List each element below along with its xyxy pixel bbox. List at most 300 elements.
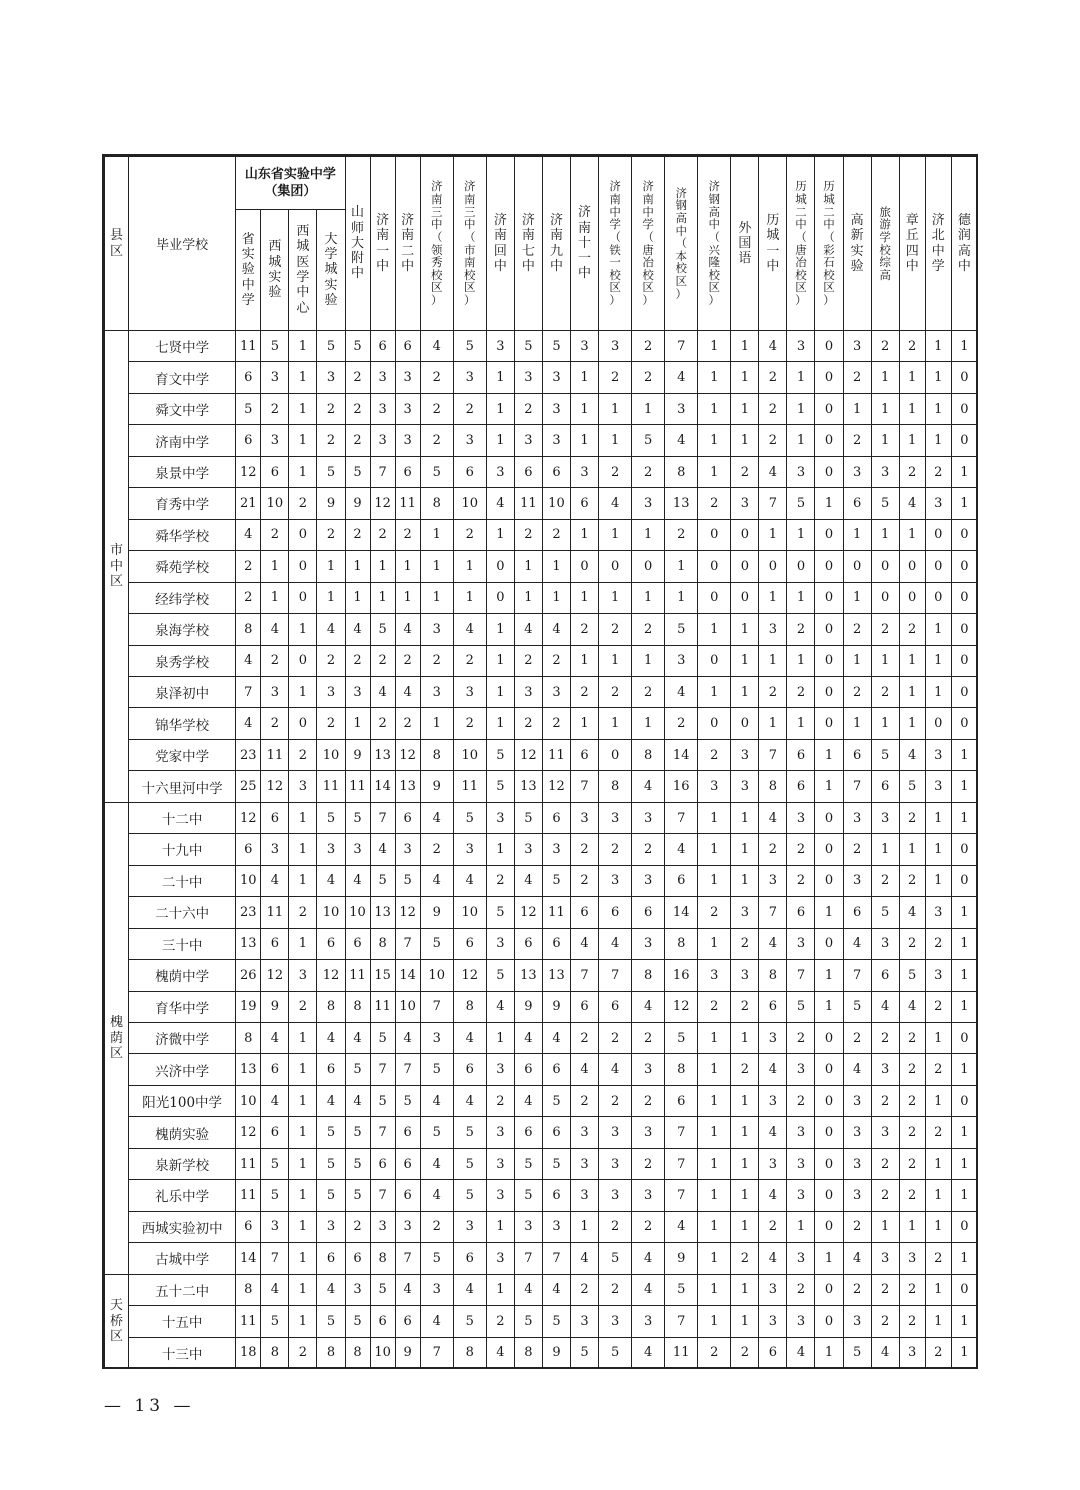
- quota-cell: 6: [570, 739, 598, 770]
- quota-cell: 2: [899, 1054, 925, 1085]
- quota-cell: 1: [925, 645, 951, 676]
- quota-cell: 0: [289, 519, 317, 550]
- quota-cell: 1: [570, 519, 598, 550]
- quota-cell: 2: [632, 1085, 665, 1116]
- quota-cell: 2: [345, 1211, 370, 1242]
- quota-cell: 13: [236, 1054, 261, 1085]
- school-name-cell: 党家中学: [129, 739, 236, 770]
- quota-cell: 2: [420, 393, 453, 424]
- quota-cell: 1: [289, 865, 317, 896]
- quota-cell: 2: [599, 456, 632, 487]
- quota-cell: 3: [420, 614, 453, 645]
- quota-cell: 3: [370, 393, 395, 424]
- quota-cell: 3: [759, 614, 787, 645]
- quota-cell: 2: [317, 645, 345, 676]
- table-row: [105, 928, 978, 959]
- quota-cell: 2: [289, 488, 317, 519]
- quota-cell: 2: [787, 1085, 815, 1116]
- quota-cell: 4: [395, 1274, 420, 1305]
- quota-cell: 4: [514, 614, 542, 645]
- quota-cell: 2: [345, 425, 370, 456]
- quota-cell: 3: [731, 960, 759, 991]
- quota-cell: 4: [759, 802, 787, 833]
- quota-cell: 12: [261, 960, 289, 991]
- quota-cell: 7: [665, 1180, 698, 1211]
- school-name-cell: 礼乐中学: [129, 1180, 236, 1211]
- quota-cell: 5: [420, 1117, 453, 1148]
- quota-cell: 2: [599, 1022, 632, 1053]
- quota-cell: 5: [345, 456, 370, 487]
- quota-cell: 2: [871, 1306, 899, 1337]
- quota-cell: 2: [599, 1085, 632, 1116]
- quota-cell: 2: [632, 331, 665, 362]
- quota-cell: 2: [420, 1211, 453, 1242]
- quota-cell: 3: [787, 456, 815, 487]
- quota-cell: 2: [731, 1243, 759, 1274]
- quota-cell: 3: [599, 331, 632, 362]
- quota-cell: 1: [759, 645, 787, 676]
- quota-cell: 0: [815, 1085, 843, 1116]
- quota-cell: 4: [345, 865, 370, 896]
- quota-cell: 4: [395, 676, 420, 707]
- quota-cell: 3: [345, 834, 370, 865]
- quota-cell: 4: [395, 614, 420, 645]
- quota-cell: 1: [570, 362, 598, 393]
- quota-cell: 1: [486, 645, 514, 676]
- quota-cell: 3: [731, 488, 759, 519]
- quota-cell: 5: [317, 802, 345, 833]
- quota-cell: 0: [871, 582, 899, 613]
- quota-cell: 7: [370, 1180, 395, 1211]
- quota-cell: 0: [951, 393, 977, 424]
- quota-cell: 4: [759, 456, 787, 487]
- quota-cell: 11: [317, 771, 345, 802]
- quota-cell: 1: [599, 645, 632, 676]
- quota-cell: 1: [486, 393, 514, 424]
- quota-cell: 1: [289, 456, 317, 487]
- quota-cell: 3: [759, 1085, 787, 1116]
- quota-cell: 5: [317, 1180, 345, 1211]
- quota-cell: 5: [843, 991, 871, 1022]
- quota-cell: 2: [570, 614, 598, 645]
- quota-cell: 7: [236, 676, 261, 707]
- quota-cell: 1: [925, 1306, 951, 1337]
- quota-cell: 0: [815, 1022, 843, 1053]
- quota-cell: 4: [570, 928, 598, 959]
- quota-cell: 7: [395, 1054, 420, 1085]
- school-name-cell: 泉新学校: [129, 1148, 236, 1179]
- quota-cell: 10: [542, 488, 570, 519]
- quota-cell: 7: [370, 1117, 395, 1148]
- quota-cell: 6: [345, 928, 370, 959]
- quota-cell: 4: [370, 676, 395, 707]
- quota-cell: 12: [236, 456, 261, 487]
- quota-cell: 0: [815, 331, 843, 362]
- quota-cell: 5: [345, 1054, 370, 1085]
- school-name-cell: 舜文中学: [129, 393, 236, 424]
- quota-cell: 3: [486, 1148, 514, 1179]
- quota-cell: 6: [843, 739, 871, 770]
- quota-cell: 3: [787, 1180, 815, 1211]
- quota-cell: 1: [698, 614, 731, 645]
- quota-cell: 4: [599, 1054, 632, 1085]
- quota-cell: 7: [759, 739, 787, 770]
- table-row: [105, 1022, 978, 1053]
- quota-cell: 2: [514, 393, 542, 424]
- quota-cell: 1: [289, 834, 317, 865]
- quota-cell: 5: [317, 331, 345, 362]
- quota-cell: 8: [370, 1243, 395, 1274]
- quota-cell: 12: [236, 802, 261, 833]
- quota-cell: 4: [843, 1054, 871, 1085]
- quota-cell: 0: [698, 551, 731, 582]
- quota-cell: 1: [925, 393, 951, 424]
- quota-cell: 3: [925, 488, 951, 519]
- quota-cell: 7: [395, 1243, 420, 1274]
- quota-cell: 9: [261, 991, 289, 1022]
- school-name-cell: 西城实验初中: [129, 1211, 236, 1242]
- quota-cell: 5: [370, 1085, 395, 1116]
- quota-cell: 0: [815, 393, 843, 424]
- quota-cell: 0: [951, 1274, 977, 1305]
- quota-cell: 6: [514, 1117, 542, 1148]
- quota-cell: 8: [236, 1274, 261, 1305]
- quota-cell: 2: [787, 614, 815, 645]
- quota-cell: 0: [871, 551, 899, 582]
- header-school: 毕业学校: [129, 157, 236, 331]
- quota-cell: 0: [731, 519, 759, 550]
- quota-cell: 2: [289, 991, 317, 1022]
- quota-cell: 1: [698, 393, 731, 424]
- school-name-cell: 槐荫中学: [129, 960, 236, 991]
- quota-cell: 11: [370, 991, 395, 1022]
- quota-cell: 2: [925, 991, 951, 1022]
- header-col-9: 济南三中（市南校区）: [453, 157, 486, 331]
- quota-cell: 0: [599, 551, 632, 582]
- quota-cell: 2: [899, 1022, 925, 1053]
- table-row: [105, 393, 978, 424]
- quota-cell: 3: [632, 865, 665, 896]
- quota-cell: 3: [395, 393, 420, 424]
- quota-cell: 10: [236, 865, 261, 896]
- quota-cell: 14: [665, 897, 698, 928]
- quota-cell: 1: [843, 519, 871, 550]
- quota-cell: 8: [236, 1022, 261, 1053]
- quota-cell: 4: [345, 1022, 370, 1053]
- header-col-25: 济北中学: [925, 157, 951, 331]
- quota-cell: 26: [236, 960, 261, 991]
- quota-cell: 5: [486, 739, 514, 770]
- header-col-19: 历城一中: [759, 157, 787, 331]
- quota-cell: 1: [925, 362, 951, 393]
- quota-cell: 2: [843, 1022, 871, 1053]
- quota-cell: 8: [632, 960, 665, 991]
- quota-cell: 0: [925, 551, 951, 582]
- quota-cell: 4: [570, 1054, 598, 1085]
- quota-cell: 3: [871, 802, 899, 833]
- quota-cell: 1: [486, 519, 514, 550]
- quota-cell: 5: [486, 897, 514, 928]
- quota-cell: 2: [899, 1148, 925, 1179]
- quota-cell: 3: [542, 362, 570, 393]
- quota-cell: 4: [420, 331, 453, 362]
- quota-cell: 1: [951, 456, 977, 487]
- quota-cell: 3: [632, 1180, 665, 1211]
- quota-cell: 7: [665, 1148, 698, 1179]
- quota-cell: 0: [815, 865, 843, 896]
- quota-cell: 8: [420, 488, 453, 519]
- quota-cell: 4: [453, 1085, 486, 1116]
- quota-cell: 0: [925, 582, 951, 613]
- header-col-7: 济南二中: [395, 157, 420, 331]
- quota-cell: 0: [843, 551, 871, 582]
- quota-cell: 8: [665, 1054, 698, 1085]
- quota-cell: 4: [453, 1022, 486, 1053]
- quota-cell: 11: [542, 739, 570, 770]
- quota-cell: 4: [453, 614, 486, 645]
- quota-cell: 0: [815, 1306, 843, 1337]
- quota-cell: 5: [787, 991, 815, 1022]
- quota-cell: 6: [843, 488, 871, 519]
- quota-cell: 6: [759, 991, 787, 1022]
- quota-cell: 0: [815, 456, 843, 487]
- quota-cell: 4: [632, 1243, 665, 1274]
- quota-cell: 0: [486, 551, 514, 582]
- quota-cell: 6: [453, 928, 486, 959]
- quota-cell: 5: [542, 331, 570, 362]
- quota-cell: 7: [261, 1243, 289, 1274]
- quota-cell: 4: [665, 676, 698, 707]
- quota-cell: 8: [599, 771, 632, 802]
- quota-cell: 1: [289, 802, 317, 833]
- quota-cell: 6: [542, 1180, 570, 1211]
- quota-cell: 0: [815, 1117, 843, 1148]
- quota-cell: 4: [420, 1148, 453, 1179]
- quota-cell: 1: [731, 614, 759, 645]
- quota-cell: 1: [731, 834, 759, 865]
- quota-cell: 3: [486, 331, 514, 362]
- quota-cell: 2: [698, 739, 731, 770]
- quota-cell: 4: [420, 865, 453, 896]
- quota-cell: 1: [370, 551, 395, 582]
- school-name-cell: 济微中学: [129, 1022, 236, 1053]
- quota-cell: 9: [542, 991, 570, 1022]
- quota-cell: 1: [759, 708, 787, 739]
- quota-cell: 4: [899, 488, 925, 519]
- quota-cell: 8: [317, 991, 345, 1022]
- quota-cell: 3: [843, 1085, 871, 1116]
- quota-cell: 9: [420, 897, 453, 928]
- quota-cell: 7: [370, 1054, 395, 1085]
- quota-cell: 10: [261, 488, 289, 519]
- quota-cell: 1: [871, 425, 899, 456]
- quota-cell: 5: [420, 928, 453, 959]
- quota-cell: 2: [542, 645, 570, 676]
- quota-cell: 4: [632, 991, 665, 1022]
- quota-cell: 2: [698, 991, 731, 1022]
- quota-cell: 2: [871, 331, 899, 362]
- quota-cell: 3: [632, 928, 665, 959]
- quota-cell: 0: [925, 708, 951, 739]
- table-row: [105, 865, 978, 896]
- quota-cell: 4: [759, 1180, 787, 1211]
- quota-cell: 2: [261, 519, 289, 550]
- quota-cell: 1: [731, 362, 759, 393]
- quota-cell: 7: [370, 802, 395, 833]
- school-name-cell: 泉泽初中: [129, 676, 236, 707]
- school-name-cell: 十三中: [129, 1337, 236, 1369]
- quota-cell: 4: [261, 865, 289, 896]
- quota-cell: 1: [815, 1337, 843, 1369]
- quota-cell: 1: [420, 708, 453, 739]
- quota-cell: 6: [542, 928, 570, 959]
- quota-cell: 6: [395, 1148, 420, 1179]
- quota-cell: 3: [698, 771, 731, 802]
- quota-cell: 3: [731, 739, 759, 770]
- quota-cell: 11: [345, 960, 370, 991]
- quota-cell: 1: [899, 708, 925, 739]
- quota-cell: 1: [925, 834, 951, 865]
- quota-cell: 0: [815, 425, 843, 456]
- quota-cell: 12: [453, 960, 486, 991]
- quota-cell: 4: [236, 519, 261, 550]
- quota-cell: 7: [395, 928, 420, 959]
- quota-cell: 3: [599, 865, 632, 896]
- quota-cell: 6: [370, 1306, 395, 1337]
- quota-cell: 6: [514, 1054, 542, 1085]
- quota-cell: 6: [395, 331, 420, 362]
- quota-cell: 3: [843, 456, 871, 487]
- quota-cell: 3: [542, 1211, 570, 1242]
- quota-cell: 5: [871, 897, 899, 928]
- quota-cell: 2: [599, 1211, 632, 1242]
- quota-cell: 5: [570, 1337, 598, 1369]
- quota-cell: 2: [899, 1306, 925, 1337]
- quota-cell: 7: [420, 991, 453, 1022]
- quota-cell: 19: [236, 991, 261, 1022]
- quota-cell: 0: [698, 708, 731, 739]
- quota-cell: 3: [514, 676, 542, 707]
- quota-cell: 8: [345, 1337, 370, 1369]
- quota-cell: 1: [951, 1117, 977, 1148]
- quota-cell: 4: [420, 802, 453, 833]
- quota-cell: 1: [951, 802, 977, 833]
- quota-cell: 2: [731, 1054, 759, 1085]
- quota-cell: 4: [665, 1211, 698, 1242]
- quota-cell: 5: [899, 960, 925, 991]
- quota-cell: 5: [542, 1085, 570, 1116]
- quota-cell: 8: [370, 928, 395, 959]
- quota-cell: 1: [787, 1211, 815, 1242]
- quota-cell: 3: [599, 802, 632, 833]
- quota-cell: 0: [815, 645, 843, 676]
- quota-cell: 4: [514, 1085, 542, 1116]
- quota-cell: 12: [542, 771, 570, 802]
- quota-cell: 12: [514, 897, 542, 928]
- quota-cell: 6: [542, 456, 570, 487]
- quota-cell: 6: [395, 1306, 420, 1337]
- quota-cell: 2: [899, 1085, 925, 1116]
- quota-cell: 3: [542, 425, 570, 456]
- quota-cell: 2: [486, 865, 514, 896]
- quota-cell: 3: [514, 425, 542, 456]
- quota-cell: 5: [370, 1022, 395, 1053]
- quota-cell: 1: [289, 1180, 317, 1211]
- quota-cell: 1: [698, 362, 731, 393]
- quota-cell: 1: [787, 425, 815, 456]
- table-row: [105, 425, 978, 456]
- quota-cell: 3: [570, 1117, 598, 1148]
- quota-cell: 2: [698, 1337, 731, 1369]
- quota-cell: 2: [899, 331, 925, 362]
- header-col-12: 济南九中: [542, 157, 570, 331]
- quota-cell: 2: [843, 676, 871, 707]
- quota-cell: 5: [899, 771, 925, 802]
- quota-cell: 3: [665, 645, 698, 676]
- quota-cell: 6: [787, 771, 815, 802]
- quota-cell: 8: [420, 739, 453, 770]
- quota-cell: 7: [514, 1243, 542, 1274]
- quota-cell: 4: [261, 614, 289, 645]
- table-body: [105, 331, 978, 1369]
- quota-cell: 3: [486, 1180, 514, 1211]
- table-row: [105, 676, 978, 707]
- quota-cell: 2: [420, 425, 453, 456]
- quota-cell: 12: [395, 897, 420, 928]
- quota-cell: 4: [843, 1243, 871, 1274]
- quota-cell: 3: [899, 1243, 925, 1274]
- table-row: [105, 488, 978, 519]
- quota-cell: 16: [665, 771, 698, 802]
- quota-cell: 2: [453, 519, 486, 550]
- quota-cell: 2: [925, 1243, 951, 1274]
- quota-cell: 6: [514, 928, 542, 959]
- quota-cell: 3: [317, 1211, 345, 1242]
- quota-cell: 2: [486, 1085, 514, 1116]
- quota-cell: 1: [899, 676, 925, 707]
- quota-cell: 4: [542, 1022, 570, 1053]
- quota-cell: 6: [759, 1337, 787, 1369]
- quota-cell: 8: [453, 1337, 486, 1369]
- quota-cell: 1: [899, 645, 925, 676]
- quota-cell: 1: [899, 834, 925, 865]
- quota-cell: 1: [317, 551, 345, 582]
- quota-cell: 2: [514, 519, 542, 550]
- quota-cell: 3: [698, 960, 731, 991]
- quota-table-container: [104, 156, 978, 1369]
- quota-cell: 10: [370, 1337, 395, 1369]
- quota-cell: 3: [261, 676, 289, 707]
- quota-cell: 11: [261, 739, 289, 770]
- quota-cell: 1: [925, 1022, 951, 1053]
- quota-cell: 1: [514, 551, 542, 582]
- quota-cell: 11: [345, 771, 370, 802]
- quota-cell: 1: [925, 1274, 951, 1305]
- quota-cell: 1: [951, 1180, 977, 1211]
- header-group-sub-3: 西城医学中心: [289, 210, 317, 331]
- quota-cell: 2: [570, 676, 598, 707]
- quota-cell: 2: [420, 645, 453, 676]
- quota-cell: 1: [570, 645, 598, 676]
- quota-cell: 1: [951, 1337, 977, 1369]
- quota-cell: 2: [759, 834, 787, 865]
- quota-cell: 5: [261, 1148, 289, 1179]
- quota-cell: 3: [370, 362, 395, 393]
- quota-cell: 2: [925, 1337, 951, 1369]
- quota-cell: 4: [345, 1085, 370, 1116]
- quota-cell: 0: [731, 582, 759, 613]
- table-row: [105, 834, 978, 865]
